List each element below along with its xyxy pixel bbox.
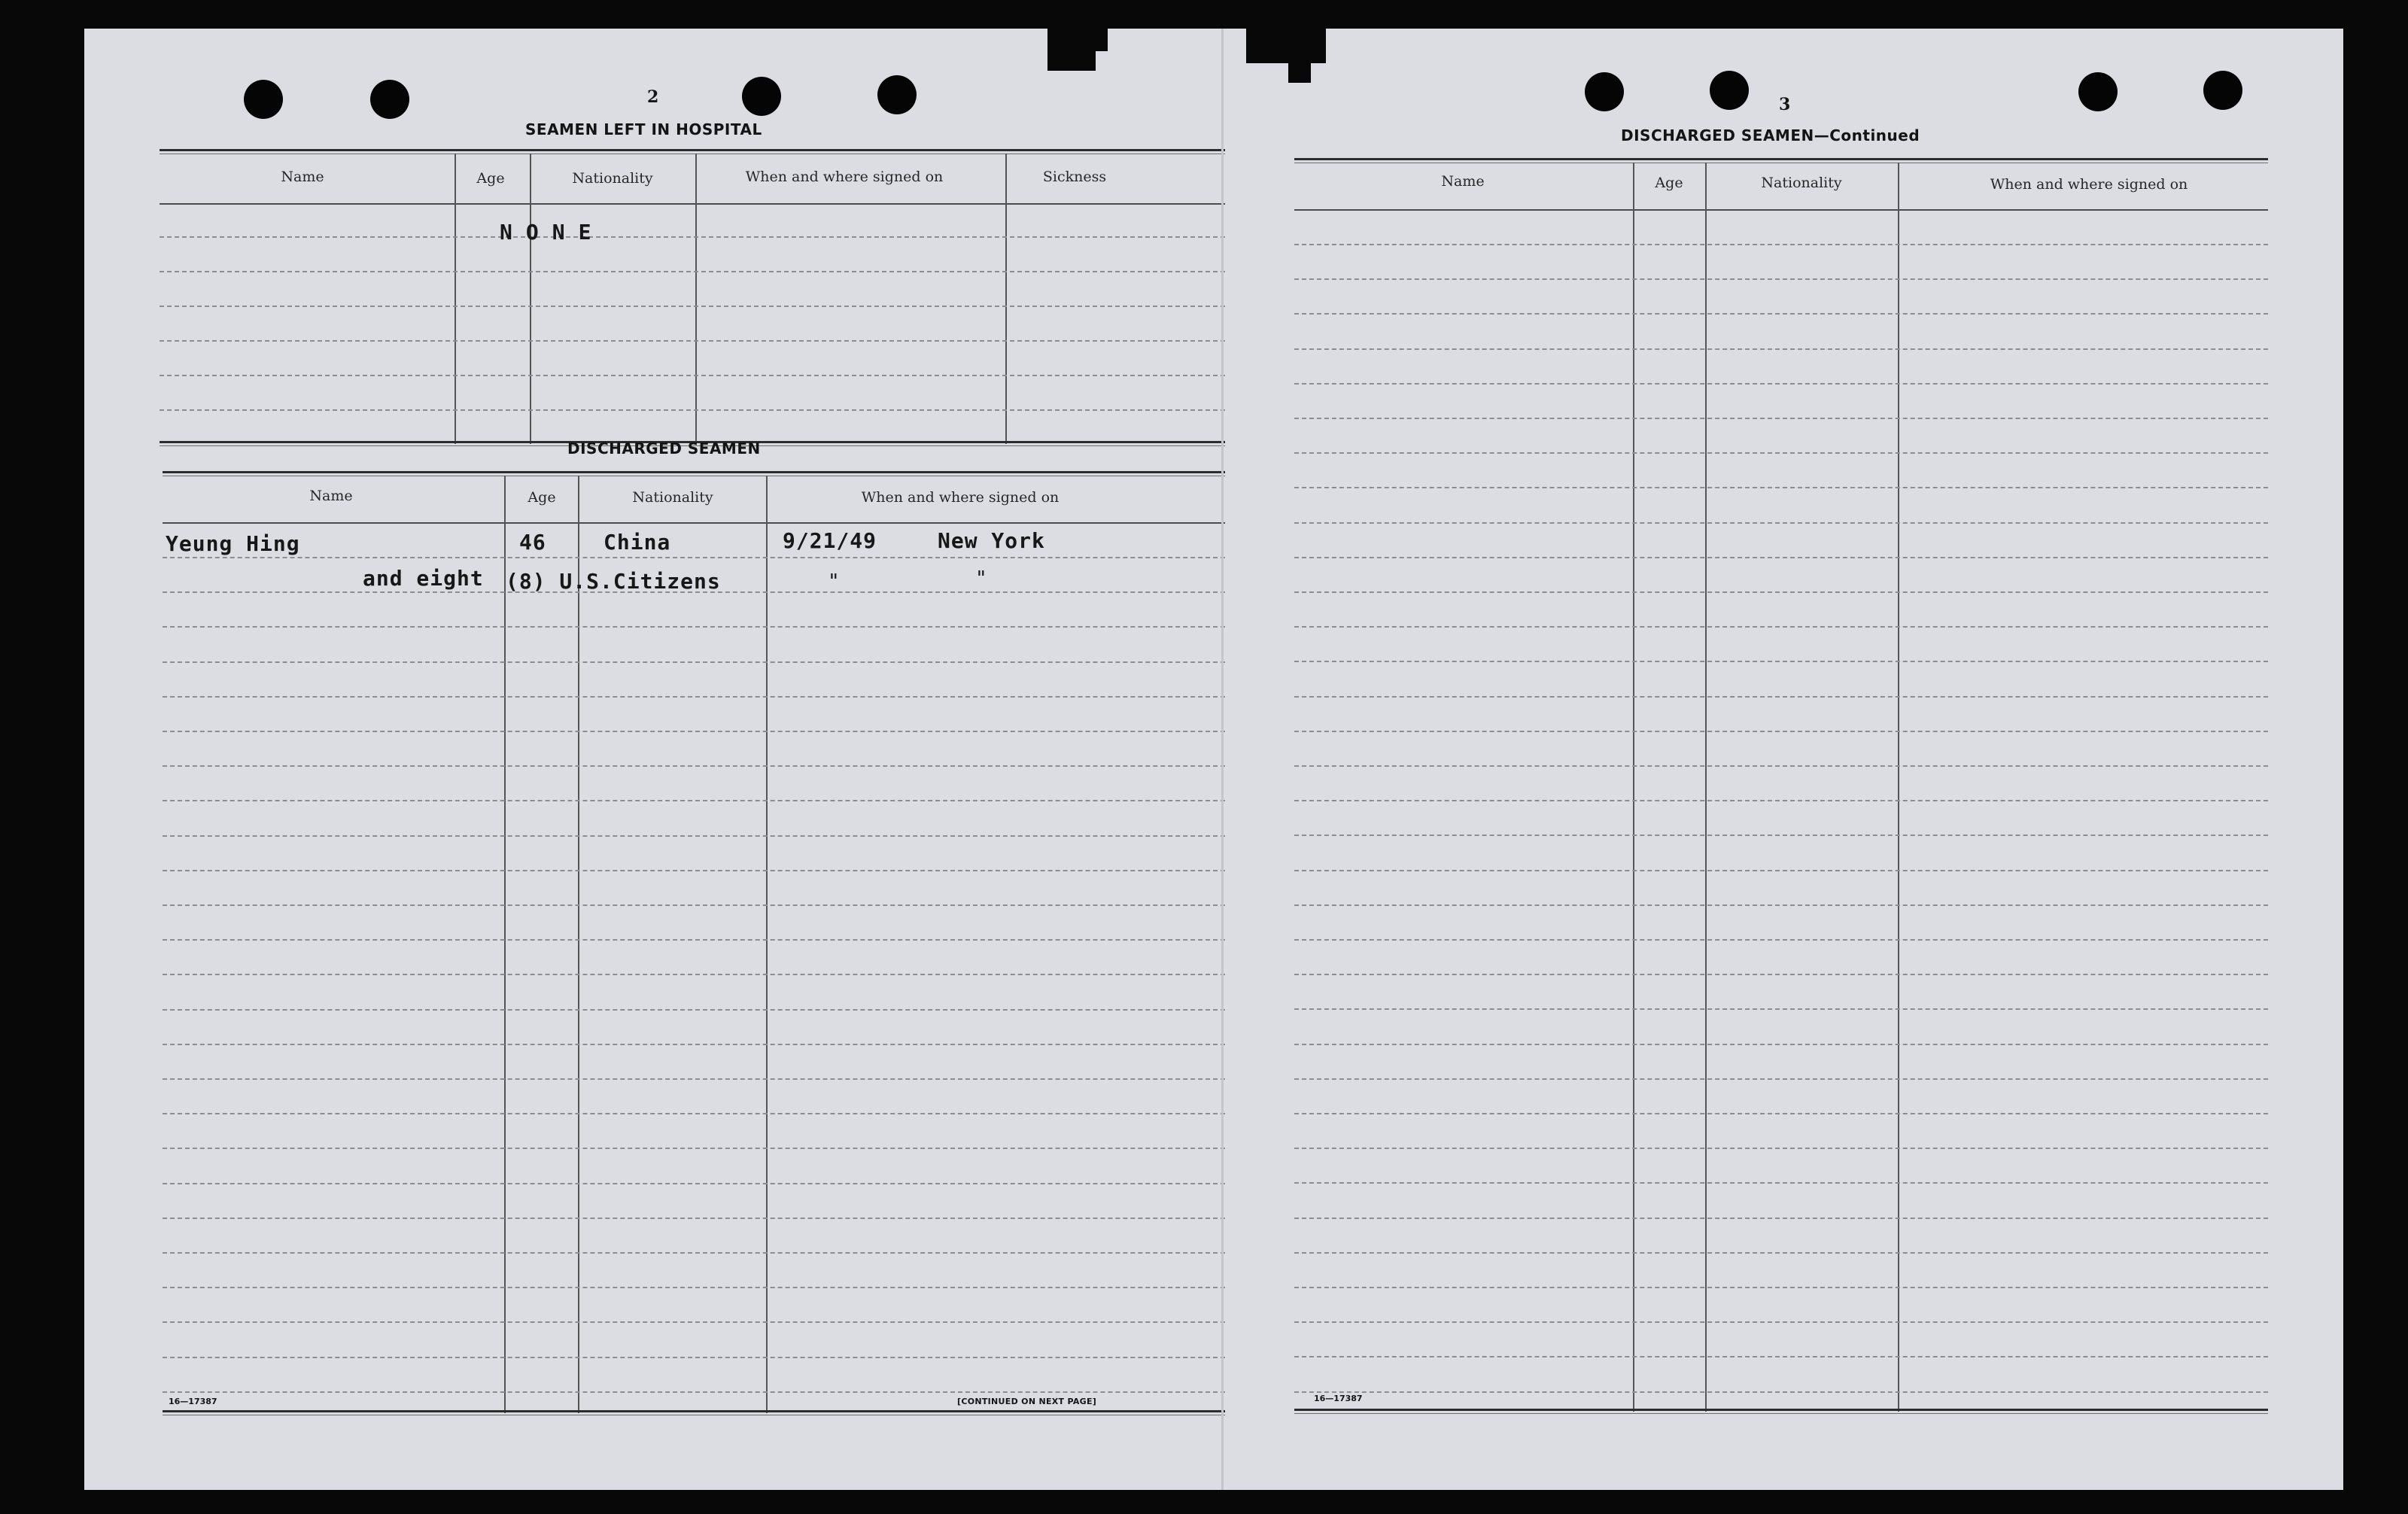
punch-hole [877,75,917,114]
discharged-col-divider [504,476,506,1413]
hospital-col-divider [530,154,531,444]
ruled-line [1294,661,2268,662]
ruled-line [1294,1148,2268,1149]
document-sheet [84,29,2343,1490]
seaman-age: 46 [519,530,546,555]
right-page-number: 3 [1779,95,1791,114]
seaman-signed-place: New York [938,528,1045,553]
ruled-line [1294,626,2268,628]
punch-hole [370,80,409,119]
ruled-line [163,1252,1225,1254]
ruled-line [1294,1182,2268,1184]
punch-hole [2078,72,2118,111]
ruled-line [1294,1078,2268,1080]
discharged-col-divider [578,476,579,1413]
ruled-line [163,1009,1225,1011]
ruled-line [160,236,1225,238]
hospital-section-title: SEAMEN LEFT IN HOSPITAL [525,120,762,138]
right-header-rule [1294,209,2268,211]
seaman-nationality: China [604,530,671,555]
ruled-line [1294,1356,2268,1357]
hospital-col-divider [455,154,456,444]
hospital-col-name: Name [281,169,324,185]
ruled-line [1294,313,2268,315]
ruled-line [163,870,1225,871]
ruled-line [163,1391,1225,1393]
hospital-col-age: Age [476,170,505,187]
ruled-line [163,835,1225,837]
right-col-age: Age [1655,175,1683,191]
discharged-col-nationality: Nationality [632,489,713,506]
hospital-col-sickness: Sickness [1042,169,1107,185]
ruled-line [1294,870,2268,871]
punch-hole [1710,71,1749,110]
ruled-line [1294,1113,2268,1114]
ruled-line [1294,1252,2268,1254]
discharged-col-signed-on: When and where signed on [861,489,1060,506]
ditto-mark-date: " [828,570,840,593]
punch-hole [742,77,781,116]
ruled-line [163,765,1225,767]
torn-edge [1288,29,1311,83]
ruled-line [163,1357,1225,1358]
discharged-col-age: Age [528,489,556,506]
hospital-col-signed-on: When and where signed on [745,169,944,185]
left-page-number: 2 [647,87,659,107]
ditto-mark-place: " [975,567,987,590]
punch-hole [2203,71,2242,110]
ruled-line [1294,765,2268,767]
ruled-line [1294,939,2268,941]
ruled-line [1294,696,2268,698]
hospital-none-entry: NONE [500,220,605,245]
ruled-line [1294,731,2268,732]
ruled-line [163,1044,1225,1045]
hospital-header-rule [160,203,1225,205]
ruled-line [1294,1287,2268,1288]
ruled-line [163,731,1225,732]
right-form-number: 16—17387 [1314,1394,1363,1403]
hospital-col-divider [695,154,697,444]
ruled-line [1294,1321,2268,1323]
ruled-line [1294,1391,2268,1393]
ruled-line [1294,278,2268,280]
ruled-line [1294,244,2268,245]
torn-edge [1246,29,1326,63]
ruled-line [163,1321,1225,1323]
continued-section-title: DISCHARGED SEAMEN—Continued [1621,126,1920,144]
right-col-signed-on: When and where signed on [1990,176,2188,193]
ruled-line [1294,348,2268,350]
additional-seamen-nationality: (8) U.S.Citizens [506,569,721,594]
seaman-name: Yeung Hing [166,531,300,556]
punch-hole [244,80,283,119]
right-col-divider [1898,163,1899,1412]
discharged-col-name: Name [309,488,353,504]
discharged-section-title: DISCHARGED SEAMEN [567,439,761,458]
ruled-line [1294,800,2268,801]
ruled-line [1294,487,2268,488]
ruled-line [163,1148,1225,1149]
torn-edge [1085,29,1108,51]
ruled-line [163,661,1225,663]
discharged-header-rule [163,522,1225,524]
right-col-nationality: Nationality [1761,175,1842,191]
ruled-line [163,1078,1225,1080]
ruled-line [1294,557,2268,558]
ruled-line [163,1287,1225,1288]
continued-note: [CONTINUED ON NEXT PAGE] [957,1397,1097,1406]
ruled-line [1294,452,2268,454]
ruled-line [1294,904,2268,906]
left-form-number: 16—17387 [169,1397,217,1406]
ruled-line [163,626,1225,628]
ruled-line [1294,1218,2268,1219]
ruled-line [1294,418,2268,419]
ruled-line [163,1183,1225,1184]
discharged-top-rule [163,471,1225,473]
ruled-line [163,696,1225,698]
ruled-line [163,800,1225,801]
discharged-bottom-rule [163,1410,1225,1412]
ruled-line [160,271,1225,272]
ruled-line [163,1113,1225,1114]
ruled-line [163,1218,1225,1219]
ruled-line [1294,383,2268,385]
ruled-line [160,306,1225,307]
ruled-line [163,557,1225,558]
right-col-divider [1633,163,1634,1412]
right-col-name: Name [1441,173,1485,190]
discharged-col-divider [766,476,768,1413]
additional-seamen-count: and eight [363,566,484,591]
hospital-top-rule [160,149,1225,151]
ruled-line [1294,591,2268,593]
right-col-divider [1705,163,1707,1412]
ruled-line [160,375,1225,376]
ruled-line [1294,974,2268,975]
seaman-signed-date: 9/21/49 [783,528,877,553]
ruled-line [163,939,1225,941]
right-bottom-rule [1294,1409,2268,1411]
ruled-line [1294,1008,2268,1010]
ruled-line [163,974,1225,975]
ruled-line [1294,522,2268,524]
right-top-rule [1294,158,2268,160]
punch-hole [1585,72,1624,111]
ruled-line [160,340,1225,342]
ruled-line [1294,835,2268,836]
ruled-line [163,904,1225,906]
hospital-col-nationality: Nationality [572,170,653,187]
ruled-line [1294,1044,2268,1045]
ruled-line [160,409,1225,411]
hospital-col-divider [1005,154,1007,444]
